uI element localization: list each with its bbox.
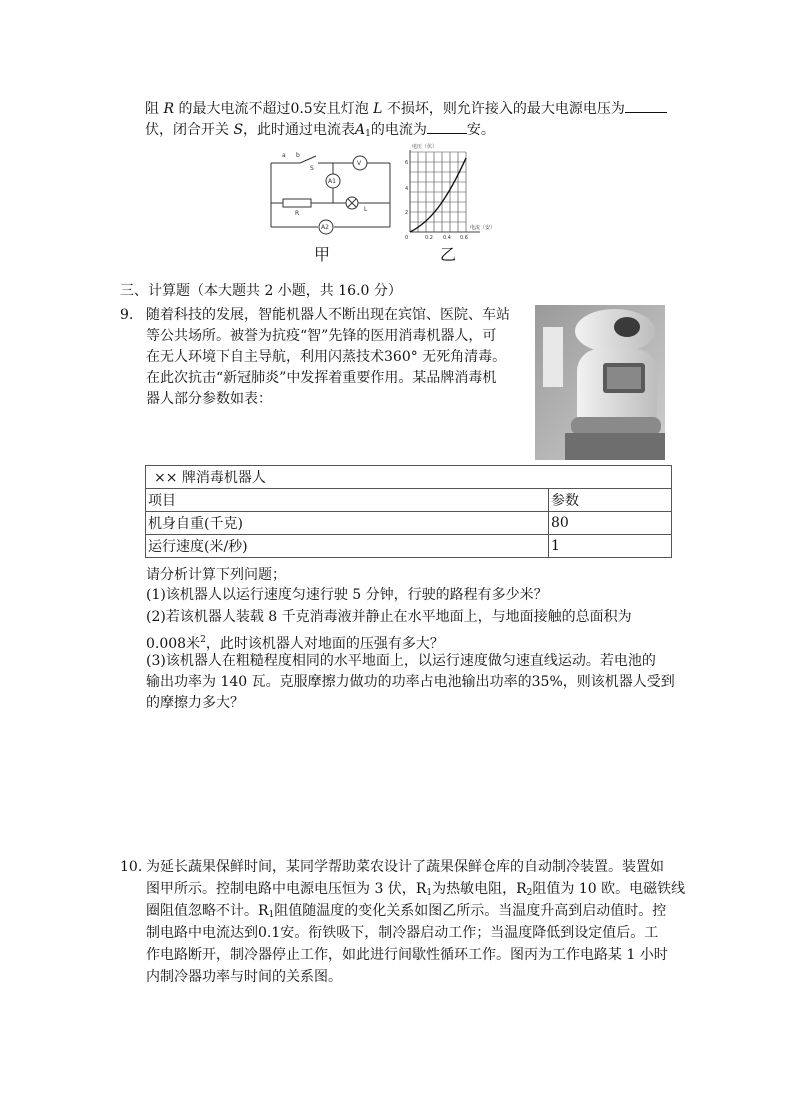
terminal-a-label: a (282, 152, 286, 159)
table-row (146, 512, 672, 535)
q9-text-line-5: 器人部分参数如表： (146, 391, 272, 407)
q9-part-3-line-3: 的摩擦力多大？ (146, 695, 244, 711)
q9-text-line-2: 等公共场所。被誉为抗疫“智”先锋的医用消毒机器人，可 (146, 328, 497, 344)
table-row (146, 535, 672, 558)
q10-text-line-3: 圈阻值忽略不计。$R_1$阻值随温度的变化关系如图乙所示。当温度升高到启动值时。控 (146, 903, 667, 920)
q10-text-line-1: 为延长蔬果保鲜时间，某同学帮助菜农设计了蔬果保鲜仓库的自动制冷装置。装置如 (146, 859, 664, 875)
q9-part-3-line-2: 输出功率为 140 瓦。克服摩擦力做功的功率占电池输出功率的35%，则该机器人受到 (146, 674, 675, 690)
graph-tick-x0: 0 (405, 235, 409, 241)
graph-tick-x06: 0.6 (460, 235, 468, 241)
graph-tick-x02: 0.2 (425, 235, 433, 241)
switch-symbol: S (233, 122, 244, 138)
answer-blank-current[interactable] (427, 119, 467, 134)
answer-blank-voltage[interactable] (625, 98, 667, 113)
table-title-row (146, 466, 672, 489)
ammeter-a2-label: A2 (321, 224, 329, 231)
q9-part-2-line-2: 0.008米$^2$，此时该机器人对地面的压强有多大？ (146, 635, 444, 652)
table-header-param: 参数 (549, 489, 672, 512)
table-header-item: 项目 (146, 489, 549, 512)
question-continuation-line-1: 阻 R 的最大电流不超过0.5安且灯泡 L 不损坏，则允许接入的最大电源电压为 (145, 98, 667, 119)
table-cell-speed-label: 运行速度(米/秒) (146, 535, 549, 558)
graph-caption: 乙 (440, 245, 457, 264)
graph-tick-y4: 4 (405, 186, 409, 192)
voltmeter-label: V (357, 160, 362, 167)
graph-xlabel: 电流（安） (470, 225, 496, 231)
resistor-symbol: R (163, 101, 174, 117)
q9-prompt: 请分析计算下列问题； (146, 567, 286, 583)
iv-curve (410, 158, 466, 232)
q9-text-line-4: 在此次抗击“新冠肺炎”中发挥着重要作用。某品牌消毒机 (146, 370, 497, 386)
table-cell-weight-value: 80 (549, 512, 672, 535)
table-title: ×× 牌消毒机器人 (146, 466, 672, 489)
q9-text-line-3: 在无人环境下自主导航，利用闪蒸技术360° 无死角清毒。 (146, 349, 507, 365)
graph-ylabel: 电压（伏） (412, 144, 438, 150)
ammeter-a1-label: A1 (328, 178, 336, 185)
graph-tick-y2: 2 (405, 210, 409, 216)
ammeter-symbol: A (355, 122, 366, 138)
q10-text-line-2: 图甲所示。控制电路中电源电压恒为 3 伏，$R_1$为热敏电阻，$R_2$阻值为 10 欧。电磁铁线 (146, 881, 686, 898)
question-continuation-line-2: 伏，闭合开关 S，此时通过电流表$A_1$的电流为 安。 (145, 119, 495, 144)
q9-part-2-line-1: (2)若该机器人装载 8 千克消毒液并静止在水平地面上，与地面接触的总面积为 (146, 609, 632, 625)
table-header-row (146, 489, 672, 512)
table-cell-speed-value: 1 (549, 535, 672, 558)
lamp-symbol: L (373, 101, 383, 117)
section-header-calculation: 三、计算题（本大题共 2 小题，共 16.0 分） (120, 283, 402, 299)
question-9-number: 9. (120, 307, 134, 323)
circuit-diagram (268, 143, 393, 243)
q9-part-3-line-1: (3)该机器人在粗糙程度相同的水平地面上，以运行速度做匀速直线运动。若电池的 (146, 653, 656, 669)
q10-text-line-4: 制电路中电流达到0.1安。衔铁吸下，制冷器启动工作；当温度降低到设定值后。工 (146, 925, 659, 941)
q10-text-line-6: 内制冷器功率与时间的关系图。 (146, 969, 342, 985)
graph-tick-x04: 0.4 (443, 235, 451, 241)
switch-label: S (310, 165, 314, 172)
q9-part-1: (1)该机器人以运行速度匀速行驶 5 分钟，行驶的路程有多少米？ (146, 587, 548, 603)
q10-text-line-5: 作电路断开，制冷器停止工作，如此进行间歇性循环工作。图丙为工作电路某 1 小时 (146, 947, 668, 963)
question-10-number: 10. (120, 859, 143, 875)
disinfection-robot-photo (535, 305, 665, 460)
voltage-current-graph (400, 140, 520, 260)
lamp-label: L (364, 206, 368, 213)
terminal-b-label: b (296, 152, 300, 159)
robot-parameter-table (145, 465, 672, 558)
resistor-label: R (295, 210, 300, 217)
table-cell-weight-label: 机身自重(千克) (146, 512, 549, 535)
circuit-caption: 甲 (314, 245, 331, 264)
q9-text-line-1: 随着科技的发展，智能机器人不断出现在宾馆、医院、车站 (146, 307, 510, 323)
graph-tick-y6: 6 (405, 160, 409, 166)
